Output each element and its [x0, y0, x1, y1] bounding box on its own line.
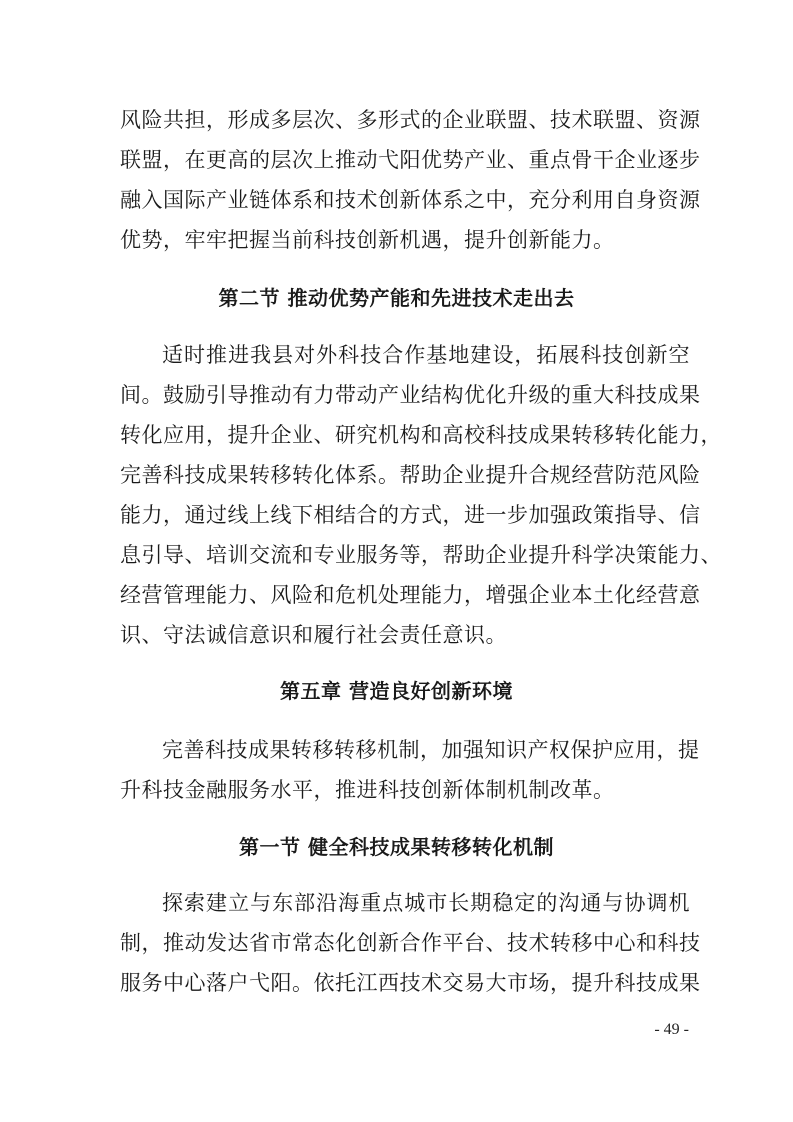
paragraph-line: 升科技金融服务水平，推进科技创新体制机制改革。 [120, 778, 615, 802]
paragraph-line: 探索建立与东部沿海重点城市长期稳定的沟通与协调机 [162, 891, 690, 915]
page-number: - 49 - [654, 1021, 689, 1038]
paragraph-line: 息引导、培训交流和专业服务等，帮助企业提升科学决策能力、 [120, 543, 722, 567]
paragraph-line: 融入国际产业链体系和技术创新体系之中，充分利用自身资源 [120, 188, 701, 212]
paragraph-line: 完善科技成果转移转化体系。帮助企业提升合规经营防范风险 [120, 463, 701, 487]
paragraph-line: 联盟，在更高的层次上推动弋阳优势产业、重点骨干企业逐步 [120, 148, 701, 172]
paragraph-line: 完善科技成果转移转移机制，加强知识产权保护应用，提 [162, 738, 700, 762]
paragraph-line: 风险共担，形成多层次、多形式的企业联盟、技术联盟、资源 [120, 108, 701, 132]
section-heading: 第一节 健全科技成果转移转化机制 [239, 835, 554, 859]
paragraph-line: 间。鼓励引导推动有力带动产业结构优化升级的重大科技成果 [120, 383, 701, 407]
chapter-heading: 第五章 营造良好创新环境 [280, 679, 513, 703]
section-heading: 第二节 推动优势产能和先进技术走出去 [218, 286, 575, 310]
paragraph-line: 经营管理能力、风险和危机处理能力，增强企业本土化经营意 [120, 583, 701, 607]
paragraph-line: 服务中心落户弋阳。依托江西技术交易大市场，提升科技成果 [120, 971, 701, 995]
paragraph-line: 转化应用，提升企业、研究机构和高校科技成果转移转化能力， [120, 423, 722, 447]
paragraph-line: 适时推进我县对外科技合作基地建设，拓展科技创新空 [162, 343, 690, 367]
paragraph-line: 优势，牢牢把握当前科技创新机遇，提升创新能力。 [120, 228, 615, 252]
paragraph-line: 识、守法诚信意识和履行社会责任意识。 [120, 623, 507, 647]
paragraph-line: 制，推动发达省市常态化创新合作平台、技术转移中心和科技 [120, 931, 701, 955]
paragraph-line: 能力，通过线上线下相结合的方式，进一步加强政策指导、信 [120, 503, 701, 527]
